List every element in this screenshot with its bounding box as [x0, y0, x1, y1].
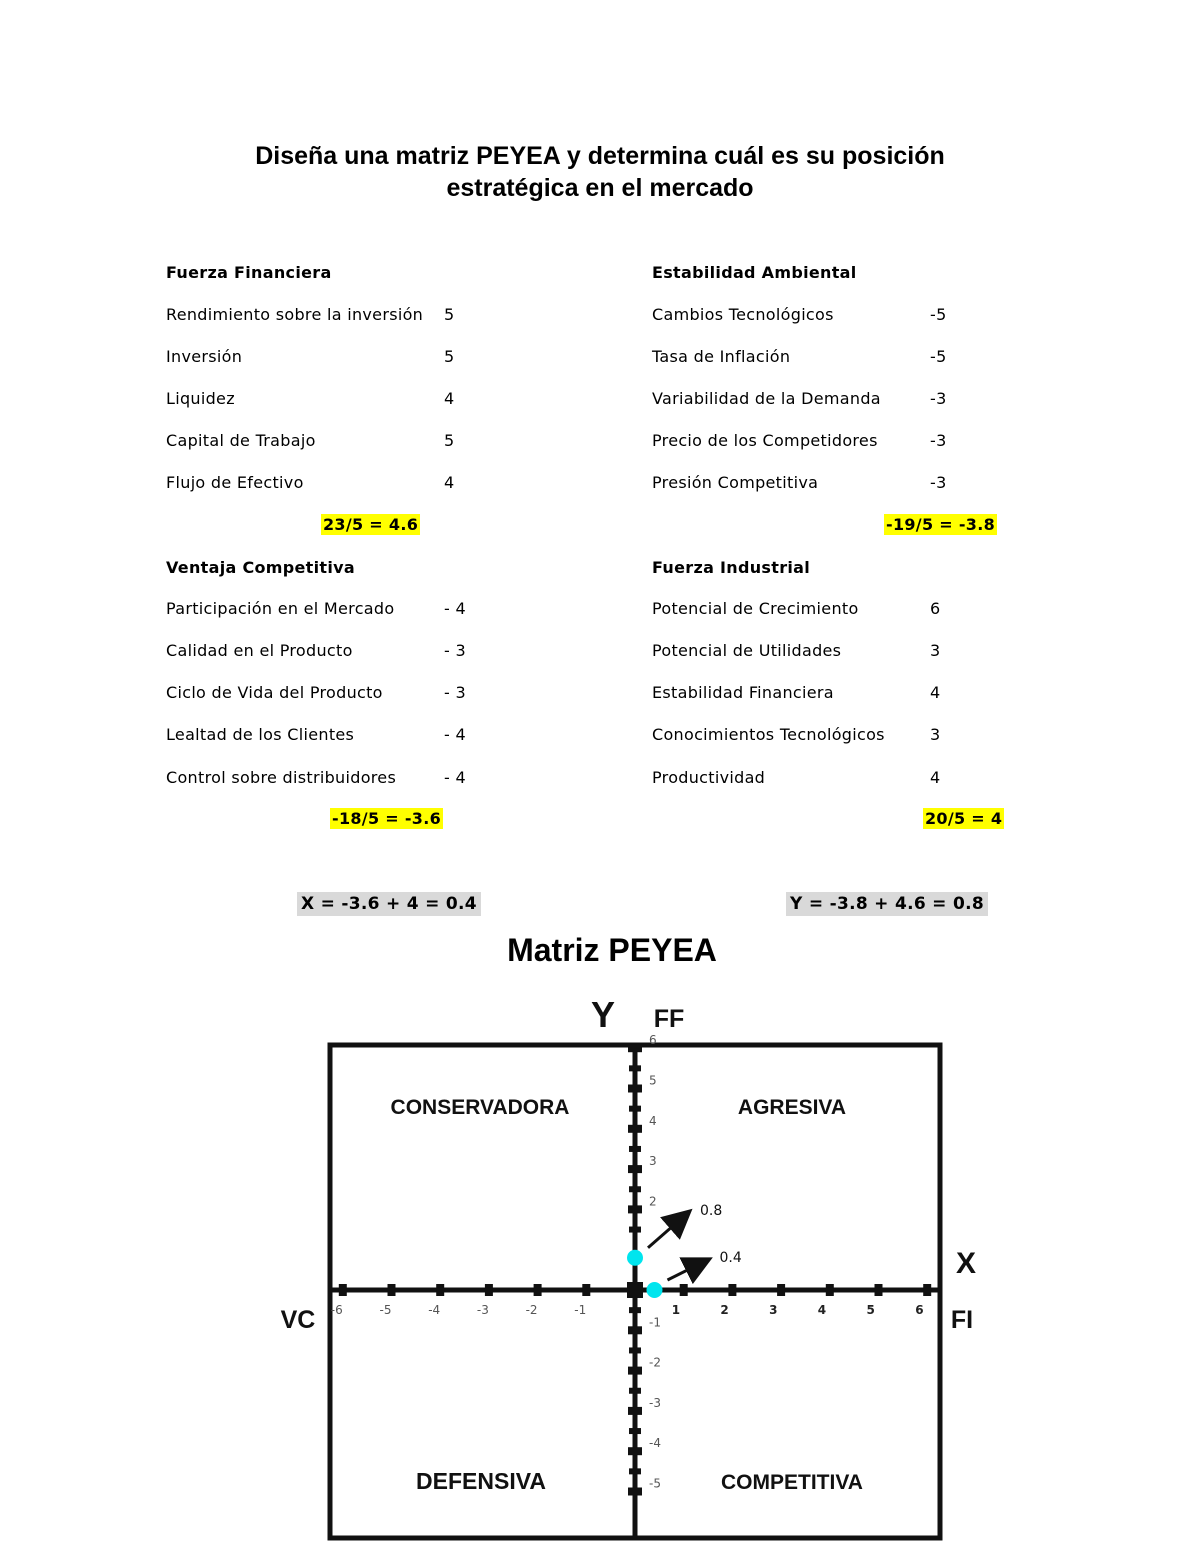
y-tick-mark [628, 1367, 642, 1375]
y-tick-mark [628, 1165, 642, 1173]
ea-item-value: -5 [930, 305, 947, 324]
ff-item-value: 5 [444, 347, 455, 366]
x-tick-label: 1 [671, 1303, 681, 1317]
y-tick-label: -4 [649, 1436, 661, 1451]
x-tick-mark [534, 1284, 542, 1296]
ea-result: -19/5 = -3.8 [886, 515, 996, 534]
vc-item-value: - 3 [444, 683, 466, 702]
fi-item-value: 4 [930, 768, 941, 787]
ff-item-label: Capital de Trabajo [166, 431, 316, 450]
y-tick-mark [628, 1447, 642, 1455]
y-formula: Y = -3.8 + 4.6 = 0.8 [786, 892, 988, 916]
x-formula: X = -3.6 + 4 = 0.4 [297, 892, 481, 916]
y-tick-label: 5 [649, 1073, 657, 1088]
fi-result: 20/5 = 4 [925, 809, 1003, 828]
fi-item-label: Potencial de Crecimiento [652, 599, 859, 618]
axis-label-fi: FI [950, 1306, 974, 1334]
vc-heading: Ventaja Competitiva [166, 558, 355, 577]
y-tick-label: 6 [649, 1033, 657, 1048]
x-tick-label: -2 [525, 1303, 538, 1317]
vc-item-value: - 4 [444, 725, 466, 744]
page-title-line-2: estratégica en el mercado [446, 174, 754, 202]
pointer-arrow [667, 1260, 707, 1280]
x-tick-label: 2 [720, 1303, 729, 1317]
x-tick-mark [680, 1284, 688, 1296]
x-axis-letter: X [955, 1247, 977, 1280]
y-tick-label: 4 [649, 1113, 657, 1128]
chart-title: Matriz PEYEA [507, 932, 717, 968]
fi-item-value: 3 [930, 725, 941, 744]
x-tick-label: 5 [866, 1303, 875, 1317]
axis-label-vc: VC [280, 1306, 316, 1334]
fi-heading: Fuerza Industrial [652, 558, 811, 577]
y-minor-tick [629, 1227, 641, 1233]
point-label-y: 0.8 [700, 1202, 723, 1219]
ea-item-value: -3 [930, 389, 947, 408]
x-tick-mark [388, 1284, 396, 1296]
y-minor-tick [629, 1106, 641, 1112]
ea-item-label: Variabilidad de la Demanda [652, 389, 881, 408]
y-minor-tick [629, 1428, 641, 1434]
y-tick-label: 2 [649, 1194, 657, 1209]
y-tick-label: -2 [649, 1355, 661, 1370]
x-tick-mark [436, 1284, 444, 1296]
x-tick-mark [728, 1284, 736, 1296]
vc-result: -18/5 = -3.6 [332, 809, 442, 828]
vc-item-label: Participación en el Mercado [166, 599, 395, 618]
y-minor-tick [629, 1307, 641, 1313]
ea-item-label: Tasa de Inflación [652, 347, 791, 366]
y-tick-mark [628, 1205, 642, 1213]
y-tick-mark [628, 1407, 642, 1415]
x-tick-mark [485, 1284, 493, 1296]
fi-item-value: 3 [930, 641, 941, 660]
y-tick-mark [628, 1125, 642, 1133]
vc-item-value: - 3 [444, 641, 466, 660]
fi-item-label: Potencial de Utilidades [652, 641, 842, 660]
fi-item-label: Conocimientos Tecnológicos [652, 725, 885, 744]
y-axis-letter: Y [590, 994, 616, 1035]
ea-item-value: -3 [930, 473, 947, 492]
quadrant-defensiva: DEFENSIVA [416, 1468, 546, 1494]
fi-item-label: Estabilidad Financiera [652, 683, 834, 702]
axis-label-ff: FF [653, 1005, 685, 1033]
y-tick-label: -1 [649, 1315, 661, 1330]
y-minor-tick [629, 1347, 641, 1353]
vc-item-label: Calidad en el Producto [166, 641, 353, 660]
origin-marker [627, 1282, 643, 1298]
y-minor-tick [629, 1065, 641, 1071]
fi-item-value: 4 [930, 683, 941, 702]
fi-item-label: Productividad [652, 768, 766, 787]
y-tick-mark [628, 1044, 642, 1052]
ff-result: 23/5 = 4.6 [323, 515, 419, 534]
vc-item-label: Control sobre distribuidores [166, 768, 397, 787]
pointer-arrow [648, 1213, 688, 1248]
quadrant-agresiva: AGRESIVA [737, 1096, 847, 1119]
point-label-x: 0.4 [719, 1250, 742, 1266]
y-tick-label: 3 [649, 1154, 657, 1169]
ff-item-label: Rendimiento sobre la inversión [166, 305, 424, 324]
y-tick-mark [628, 1326, 642, 1334]
ea-heading: Estabilidad Ambiental [652, 263, 857, 282]
y-minor-tick [629, 1388, 641, 1394]
ea-item-value: -3 [930, 431, 947, 450]
x-tick-mark [923, 1284, 931, 1296]
x-tick-mark [826, 1284, 834, 1296]
y-tick-label: -3 [649, 1395, 661, 1410]
vc-item-label: Ciclo de Vida del Producto [166, 683, 383, 702]
ea-item-label: Presión Competitiva [652, 473, 819, 492]
vc-item-value: - 4 [444, 599, 466, 618]
quadrant-competitiva: COMPETITIVA [721, 1471, 863, 1494]
ff-item-value: 5 [444, 305, 455, 324]
x-tick-mark [875, 1284, 883, 1296]
x-tick-mark [582, 1284, 590, 1296]
data-point-y [627, 1250, 643, 1266]
x-tick-label: 4 [817, 1303, 827, 1317]
ea-item-label: Cambios Tecnológicos [652, 305, 834, 324]
y-minor-tick [629, 1186, 641, 1192]
fi-item-value: 6 [930, 599, 941, 618]
y-minor-tick [629, 1146, 641, 1152]
ff-item-value: 4 [444, 473, 455, 492]
x-tick-label: -4 [428, 1303, 441, 1317]
ff-heading: Fuerza Financiera [166, 263, 332, 282]
x-tick-label: 3 [769, 1303, 778, 1317]
vc-item-label: Lealtad de los Clientes [166, 725, 355, 744]
ff-item-label: Liquidez [166, 389, 235, 408]
x-tick-label: -6 [330, 1303, 343, 1317]
x-tick-label: -5 [379, 1303, 392, 1317]
x-tick-mark [339, 1284, 347, 1296]
ff-item-label: Inversión [166, 347, 243, 366]
page-title-line-1: Diseña una matriz PEYEA y determina cuál es su posición [255, 142, 945, 170]
x-tick-label: -3 [476, 1303, 489, 1317]
vc-item-value: - 4 [444, 768, 466, 787]
y-tick-label: -5 [649, 1476, 661, 1491]
x-tick-mark [777, 1284, 785, 1296]
x-tick-label: 6 [915, 1303, 924, 1317]
ff-item-value: 4 [444, 389, 455, 408]
ea-item-value: -5 [930, 347, 947, 366]
quadrant-conservadora: CONSERVADORA [390, 1096, 570, 1119]
y-minor-tick [629, 1468, 641, 1474]
y-tick-mark [628, 1085, 642, 1093]
ff-item-value: 5 [444, 431, 455, 450]
x-tick-label: -1 [574, 1303, 587, 1317]
ff-item-label: Flujo de Efectivo [166, 473, 304, 492]
data-point-x [646, 1282, 662, 1298]
ea-item-label: Precio de los Competidores [652, 431, 878, 450]
y-tick-mark [628, 1488, 642, 1496]
